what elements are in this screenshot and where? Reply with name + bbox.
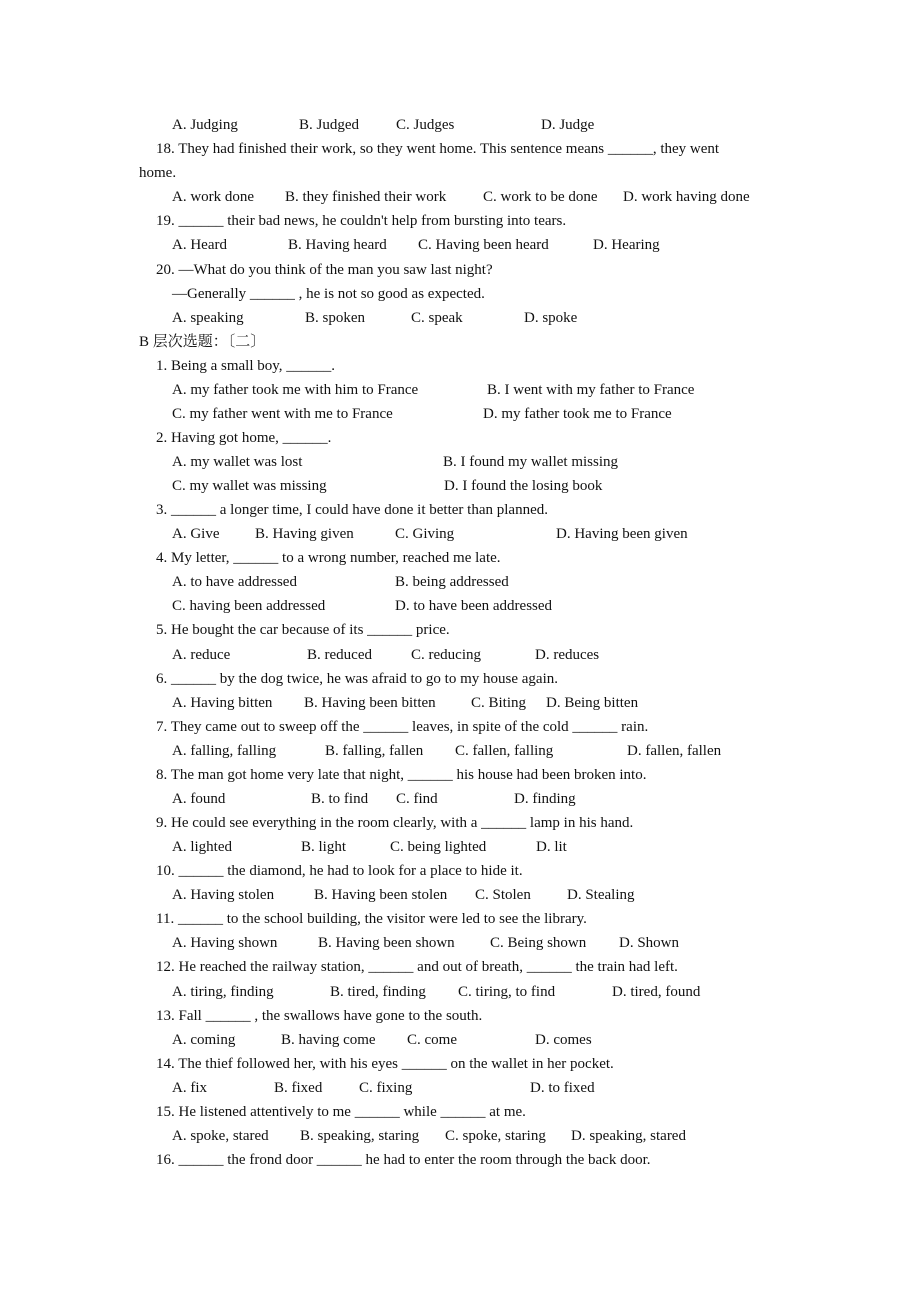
option-text: B. to find — [311, 791, 369, 807]
question-text: 4. My letter, ______ to a wrong number, reached me late. — [156, 550, 501, 566]
question-text: 5. He bought the car because of its ______ price. — [156, 622, 450, 638]
option-text: A. Heard — [172, 237, 227, 253]
option-text: B. Having been bitten — [304, 695, 436, 711]
section-heading: B 层次选题：〔二〕 — [139, 334, 266, 350]
option-text: C. work to be done — [483, 189, 598, 205]
option-text: C. Stolen — [475, 887, 531, 903]
option-text: C. Biting — [471, 695, 527, 711]
option-text: A. Judging — [172, 117, 238, 133]
option-text: C. my wallet was missing — [172, 478, 327, 494]
question-text: 8. The man got home very late that night, ______ his house had been broken into. — [156, 767, 647, 783]
option-text: D. Having been given — [556, 526, 688, 542]
question-text: 12. He reached the railway station, ______ and out of breath, ______ the train had left. — [156, 959, 678, 975]
option-text: B. spoken — [305, 310, 365, 326]
option-text: A. fix — [172, 1080, 207, 1096]
option-text: B. they finished their work — [285, 189, 447, 205]
option-text: D. Hearing — [593, 237, 660, 253]
option-text: C. come — [407, 1032, 457, 1048]
option-text: B. I found my wallet missing — [443, 454, 618, 470]
option-text: D. Judge — [541, 117, 595, 133]
option-text: D. Being bitten — [546, 695, 639, 711]
option-text: A. my father took me with him to France — [172, 382, 419, 398]
option-text: A. speaking — [172, 310, 244, 326]
option-text: D. comes — [535, 1032, 592, 1048]
question-text: 2. Having got home, ______. — [156, 430, 332, 446]
option-text: D. Stealing — [567, 887, 635, 903]
option-text: D. Shown — [619, 935, 680, 951]
question-text: 13. Fall ______ , the swallows have gone to the south. — [156, 1008, 483, 1024]
option-text: D. tired, found — [612, 984, 701, 1000]
option-text: D. fallen, fallen — [627, 743, 722, 759]
option-text: B. Having been stolen — [314, 887, 448, 903]
option-text: C. Being shown — [490, 935, 587, 951]
option-text: A. spoke, stared — [172, 1128, 269, 1144]
option-text: A. my wallet was lost — [172, 454, 303, 470]
question-text: 9. He could see everything in the room clearly, with a ______ lamp in his hand. — [156, 815, 634, 831]
option-text: D. speaking, stared — [571, 1128, 686, 1144]
option-text: B. I went with my father to France — [487, 382, 695, 398]
option-text: B. being addressed — [395, 574, 509, 590]
option-text: D. reduces — [535, 647, 600, 663]
question-text: 20. —What do you think of the man you saw last night? — [156, 262, 493, 278]
question-text: 18. They had finished their work, so they went home. This sentence means ______, they went — [156, 141, 720, 157]
option-text: B. falling, fallen — [325, 743, 424, 759]
option-text: C. reducing — [411, 647, 481, 663]
question-text: 6. ______ by the dog twice, he was afraid to go to my house again. — [156, 671, 558, 687]
option-text: A. Having shown — [172, 935, 278, 951]
option-text: D. lit — [536, 839, 567, 855]
option-text: C. my father went with me to France — [172, 406, 393, 422]
option-text: A. reduce — [172, 647, 231, 663]
question-text: —Generally ______ , he is not so good as expected. — [172, 286, 485, 302]
option-text: A. falling, falling — [172, 743, 277, 759]
option-text: B. fixed — [274, 1080, 323, 1096]
option-text: C. Judges — [396, 117, 455, 133]
option-text: B. speaking, staring — [300, 1128, 420, 1144]
question-text: 15. He listened attentively to me ______ while ______ at me. — [156, 1104, 526, 1120]
option-text: A. lighted — [172, 839, 232, 855]
option-text: B. tired, finding — [330, 984, 426, 1000]
question-text: 14. The thief followed her, with his eyes ______ on the wallet in her pocket. — [156, 1056, 614, 1072]
option-text: B. Having been shown — [318, 935, 455, 951]
option-text: C. being lighted — [390, 839, 487, 855]
question-text: 10. ______ the diamond, he had to look for a place to hide it. — [156, 863, 523, 879]
option-text: A. found — [172, 791, 226, 807]
option-text: C. fallen, falling — [455, 743, 554, 759]
option-text: C. fixing — [359, 1080, 413, 1096]
question-text: 16. ______ the frond door ______ he had to enter the room through the back door. — [156, 1152, 651, 1168]
option-text: A. work done — [172, 189, 255, 205]
option-text: C. Giving — [395, 526, 455, 542]
option-text: D. work having done — [623, 189, 750, 205]
option-text: B. Having heard — [288, 237, 387, 253]
option-text: C. spoke, staring — [445, 1128, 546, 1144]
option-text: A. coming — [172, 1032, 236, 1048]
question-text: home. — [139, 165, 177, 181]
option-text: D. spoke — [524, 310, 578, 326]
option-text: D. finding — [514, 791, 576, 807]
option-text: B. having come — [281, 1032, 376, 1048]
option-text: A. tiring, finding — [172, 984, 274, 1000]
option-text: B. Judged — [299, 117, 359, 133]
option-text: D. I found the losing book — [444, 478, 603, 494]
option-text: B. light — [301, 839, 347, 855]
option-text: A. Having stolen — [172, 887, 275, 903]
option-text: C. having been addressed — [172, 598, 326, 614]
option-text: C. speak — [411, 310, 463, 326]
option-text: D. to fixed — [530, 1080, 595, 1096]
question-text: 1. Being a small boy, ______. — [156, 358, 336, 374]
question-text: 7. They came out to sweep off the ______ leaves, in spite of the cold ______ rain. — [156, 719, 649, 735]
option-text: A. Give — [172, 526, 220, 542]
option-text: A. Having bitten — [172, 695, 273, 711]
option-text: B. Having given — [255, 526, 354, 542]
question-text: 19. ______ their bad news, he couldn't help from bursting into tears. — [156, 213, 567, 229]
option-text: C. Having been heard — [418, 237, 549, 253]
option-text: D. my father took me to France — [483, 406, 672, 422]
option-text: D. to have been addressed — [395, 598, 553, 614]
option-text: B. reduced — [307, 647, 372, 663]
option-text: C. tiring, to find — [458, 984, 556, 1000]
question-text: 11. ______ to the school building, the visitor were led to see the library. — [156, 911, 587, 927]
option-text: A. to have addressed — [172, 574, 297, 590]
question-text: 3. ______ a longer time, I could have done it better than planned. — [156, 502, 548, 518]
option-text: C. find — [396, 791, 438, 807]
